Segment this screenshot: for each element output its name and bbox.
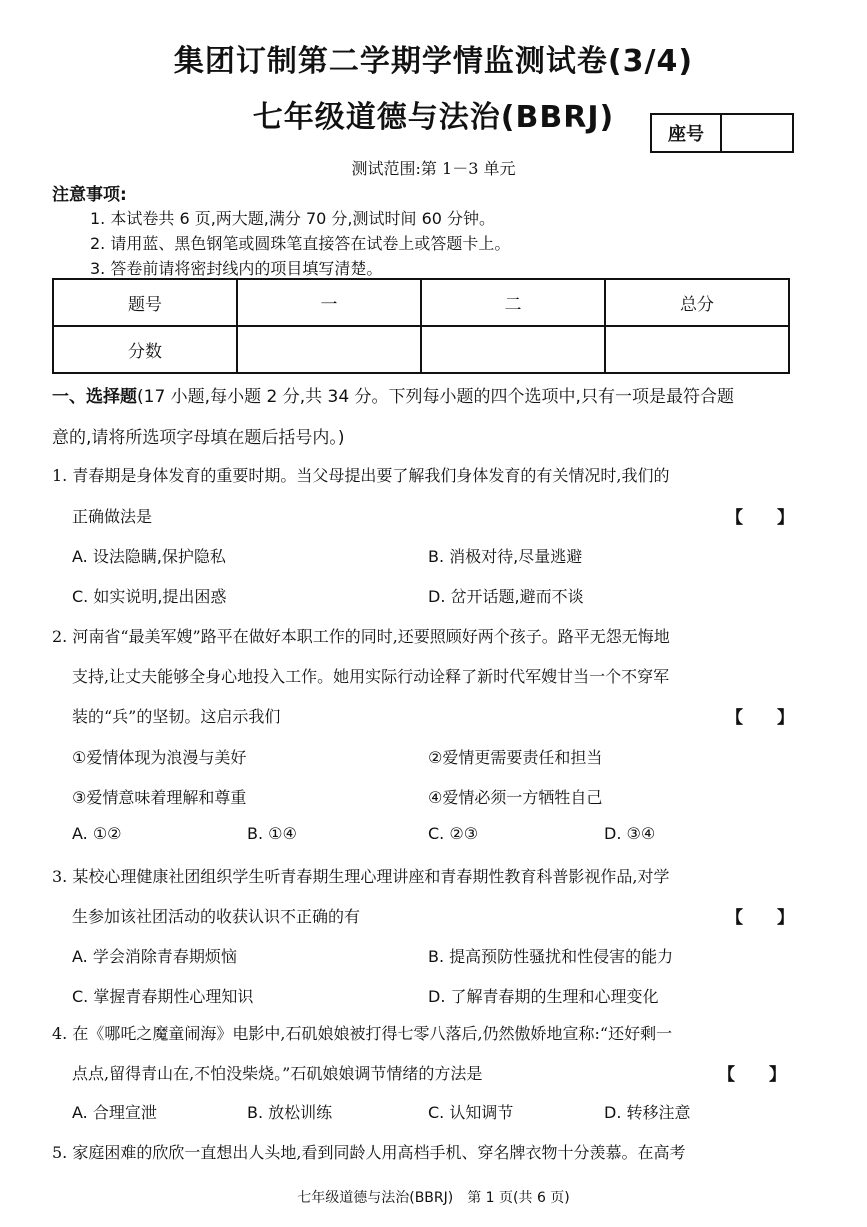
seat-number-field[interactable]: [722, 115, 792, 151]
question-2-text: 装的“兵”的坚韧。这启示我们: [72, 707, 281, 726]
score-table: [52, 278, 790, 374]
question-3-text: 生参加该社团活动的收获认识不正确的有: [72, 907, 361, 926]
statement-1: ①爱情体现为浪漫与美好: [72, 748, 247, 767]
question-4-text: 4. 在《哪吒之魔童闹海》电影中,石矶娘娘被打得七零八落后,仍然傲娇地宣称:“还好剩一: [52, 1024, 673, 1043]
option-c: C. 如实说明,提出困惑: [72, 587, 227, 606]
score-cell-part1[interactable]: [237, 326, 421, 373]
exam-subtitle: 七年级道德与法治(BBRJ): [252, 100, 615, 135]
note-item: 3. 答卷前请将密封线内的项目填写清楚。: [90, 259, 383, 278]
option-c: C. 掌握青春期性心理知识: [72, 987, 254, 1006]
option-c: C. 认知调节: [428, 1103, 514, 1122]
notes-title: 注意事项:: [52, 185, 127, 205]
option-c: C. ②③: [428, 824, 479, 843]
option-a: A. ①②: [72, 824, 122, 843]
score-row-label: 分数: [53, 326, 237, 373]
page-footer: 七年级道德与法治(BBRJ) 第 1 页(共 6 页): [297, 1190, 570, 1206]
score-cell-part2[interactable]: [421, 326, 605, 373]
section-one-text: (17 小题,每小题 2 分,共 34 分。下列每小题的四个选项中,只有一项是最符合题: [137, 387, 734, 407]
section-one-instructions: [52, 382, 792, 407]
statement-3: ③爱情意味着理解和尊重: [72, 788, 247, 807]
question-1-text: 正确做法是: [72, 507, 153, 526]
note-item: 2. 请用蓝、黑色钢笔或圆珠笔直接答在试卷上或答题卡上。: [90, 234, 511, 253]
score-header-cell: 总分: [605, 279, 789, 326]
section-one-title: 一、选择题: [52, 387, 137, 407]
option-a: A. 合理宣泄: [72, 1103, 157, 1122]
exam-title: 集团订制第二学期学情监测试卷(3/4): [173, 44, 694, 79]
answer-bracket-1[interactable]: 【 】: [726, 508, 794, 528]
note-item: 1. 本试卷共 6 页,两大题,满分 70 分,测试时间 60 分钟。: [90, 209, 496, 228]
score-table-score-row: [53, 326, 789, 373]
score-header-cell: 题号: [53, 279, 237, 326]
option-d: D. 转移注意: [604, 1103, 691, 1122]
section-one-text-2: 意的,请将所选项字母填在题后括号内。): [52, 428, 345, 448]
score-header-cell: 一: [237, 279, 421, 326]
option-d: D. 岔开话题,避而不谈: [428, 587, 584, 606]
seat-number-box: [650, 113, 794, 153]
option-b: B. ①④: [247, 824, 297, 843]
option-b: B. 消极对待,尽量逃避: [428, 547, 583, 566]
option-b: B. 提高预防性骚扰和性侵害的能力: [428, 947, 674, 966]
score-cell-total[interactable]: [605, 326, 789, 373]
test-scope: 测试范围:第 1－3 单元: [351, 159, 516, 178]
answer-bracket-3[interactable]: 【 】: [726, 908, 794, 928]
score-header-cell: 二: [421, 279, 605, 326]
option-b: B. 放松训练: [247, 1103, 333, 1122]
answer-bracket-4[interactable]: 【 】: [718, 1065, 786, 1085]
question-2-text: 支持,让丈夫能够全身心地投入工作。她用实际行动诠释了新时代军嫂甘当一个不穿军: [72, 667, 670, 686]
answer-bracket-2[interactable]: 【 】: [726, 708, 794, 728]
seat-label: 座号: [652, 115, 722, 151]
statement-4: ④爱情必须一方牺牲自己: [428, 788, 603, 807]
option-d: D. 了解青春期的生理和心理变化: [428, 987, 659, 1006]
question-3-text: 3. 某校心理健康社团组织学生听青春期生理心理讲座和青春期性教育科普影视作品,对学: [52, 867, 670, 886]
option-d: D. ③④: [604, 824, 656, 843]
score-table-header-row: [53, 279, 789, 326]
question-2-text: 2. 河南省“最美军嫂”路平在做好本职工作的同时,还要照顾好两个孩子。路平无怨无悔地: [52, 627, 670, 646]
question-5-text: 5. 家庭困难的欣欣一直想出人头地,看到同龄人用高档手机、穿名牌衣物十分羡慕。在高考: [52, 1143, 686, 1162]
option-a: A. 学会消除青春期烦恼: [72, 947, 237, 966]
question-1-text: 1. 青春期是身体发育的重要时期。当父母提出要了解我们身体发育的有关情况时,我们的: [52, 466, 670, 485]
statement-2: ②爱情更需要责任和担当: [428, 748, 603, 767]
question-4-text: 点点,留得青山在,不怕没柴烧。”石矶娘娘调节情绪的方法是: [72, 1064, 483, 1083]
option-a: A. 设法隐瞒,保护隐私: [72, 547, 226, 566]
